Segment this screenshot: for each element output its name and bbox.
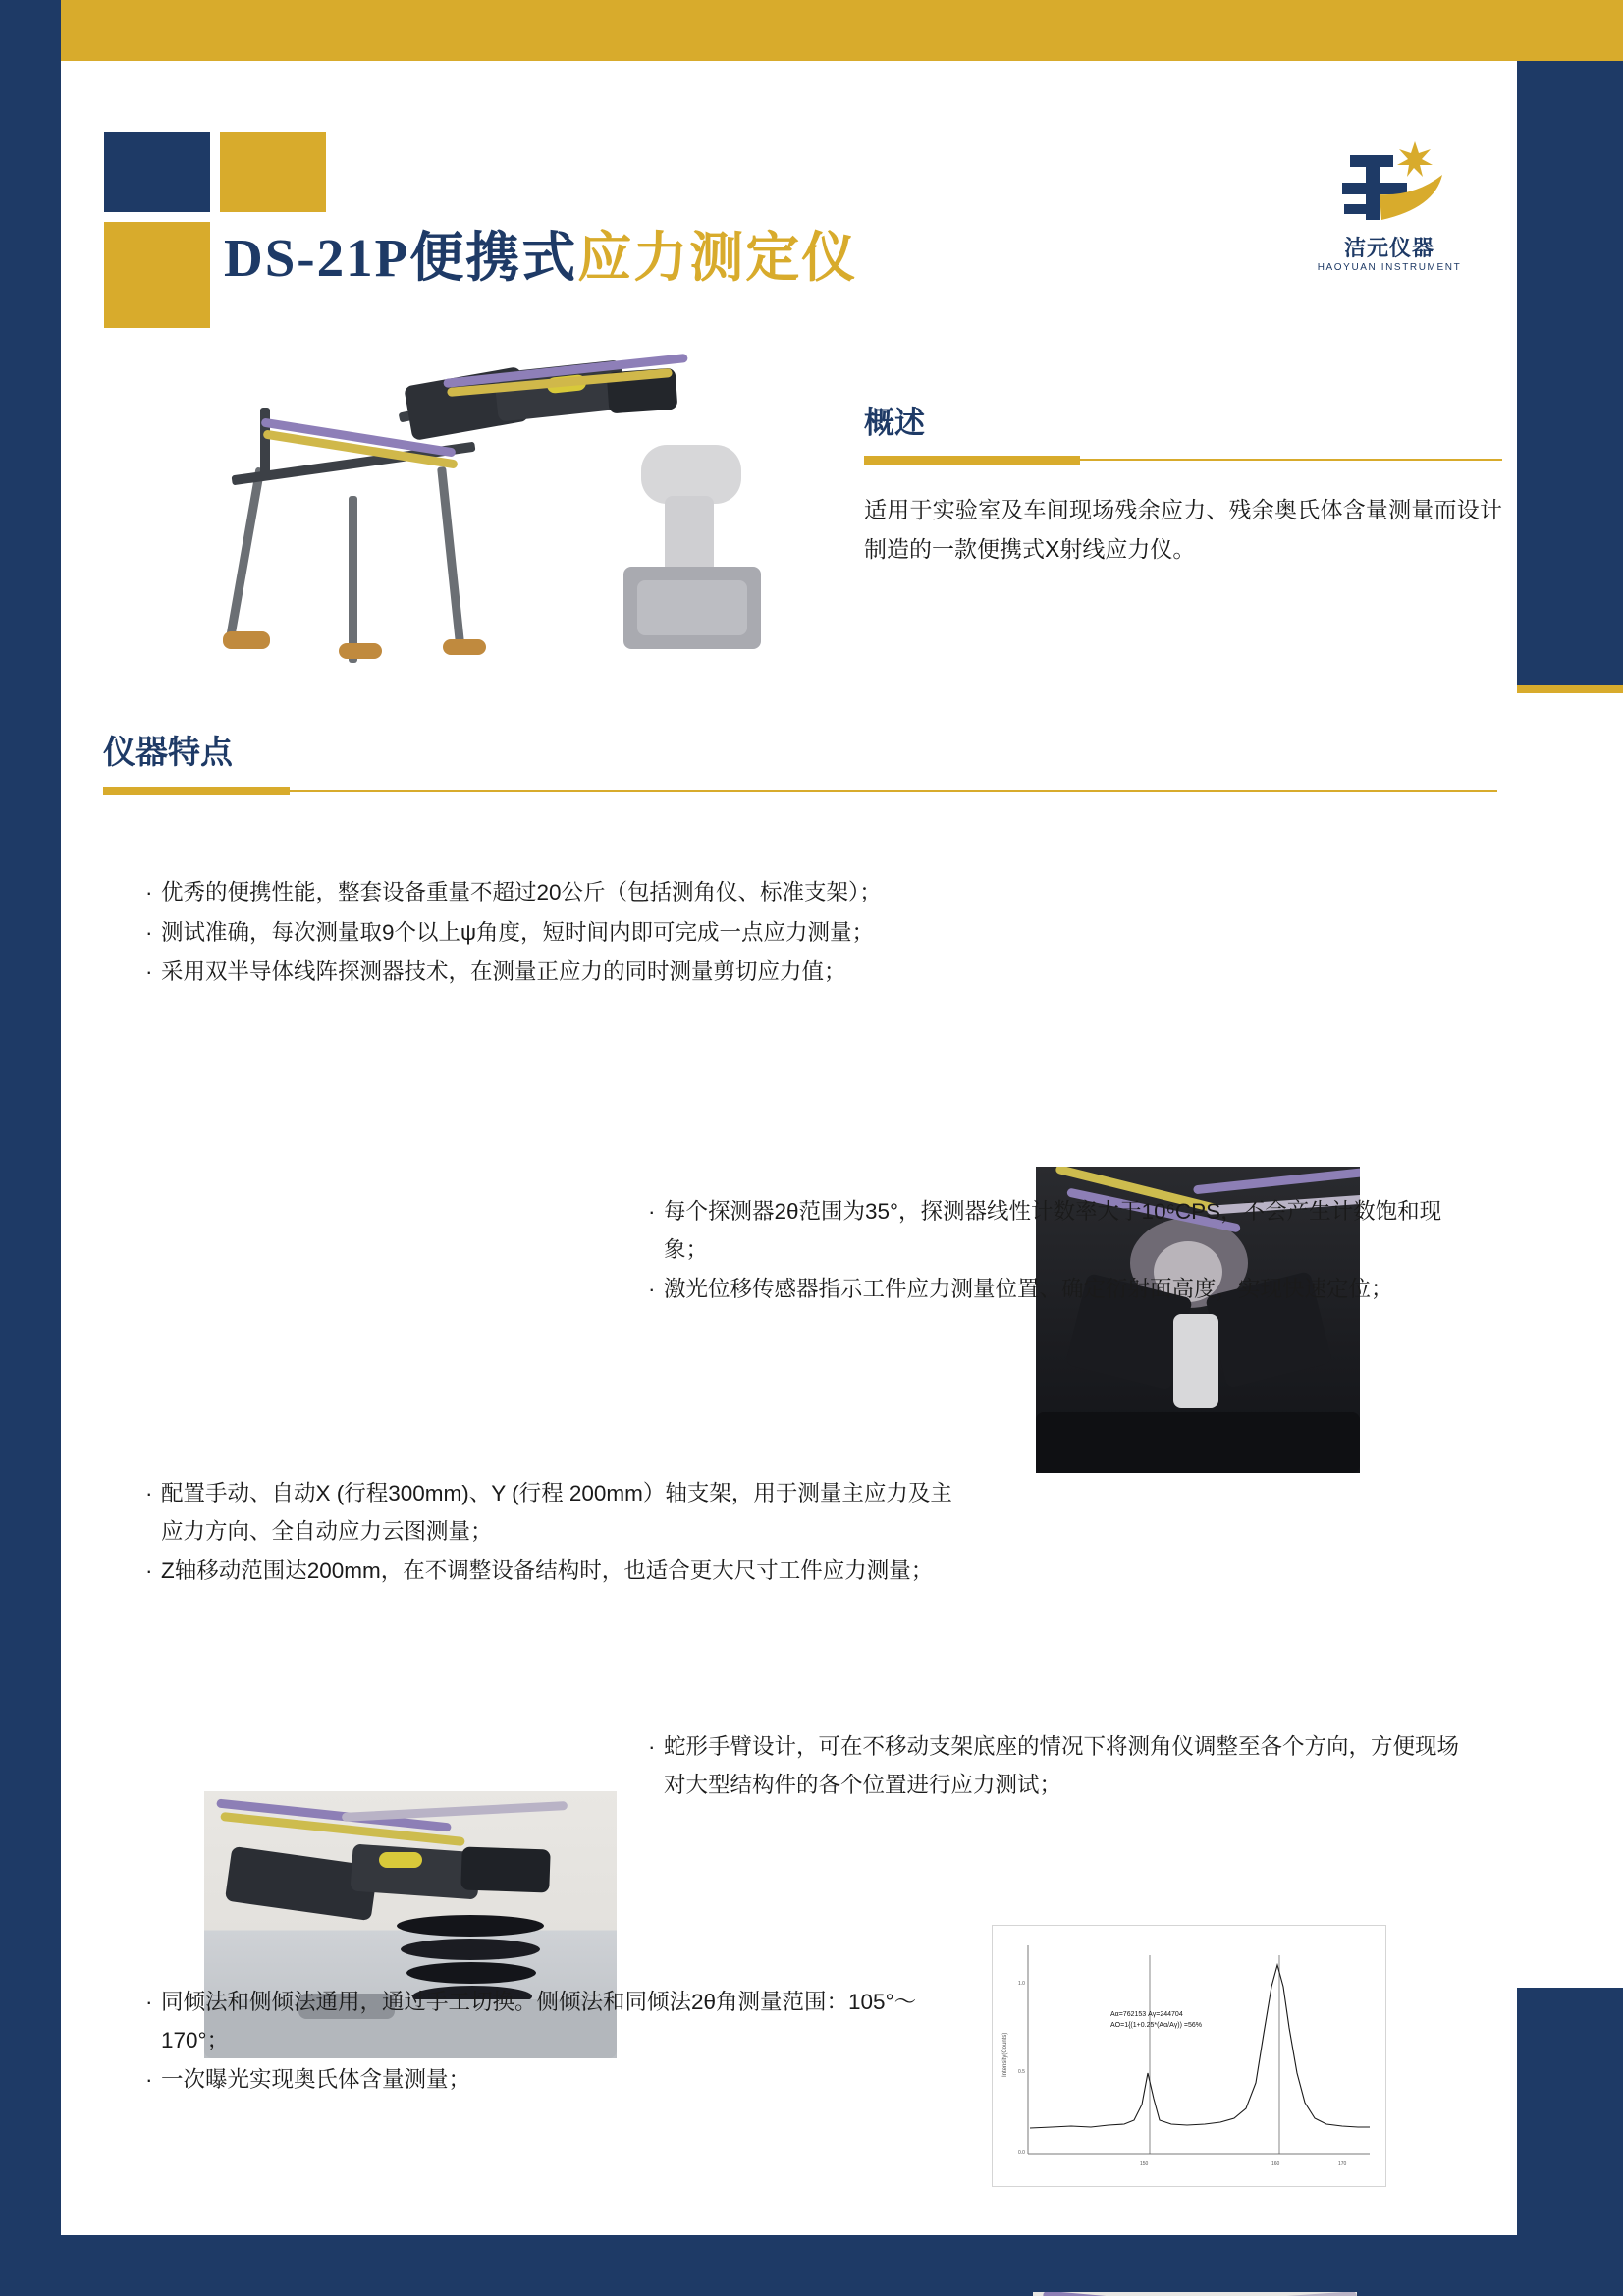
feature-text: 一次曝光实现奥氏体含量测量； (161, 2067, 471, 2093)
feature-text: 蛇形手臂设计，可在不移动支架底座的情况下将测角仪调整至各个方向，方便现场对大型结构件的各个位置进行应力测试； (664, 1734, 1460, 1797)
bullet-dot-icon: · (145, 2067, 153, 2093)
features-heading: 仪器特点 (103, 736, 233, 771)
feature-text: 优秀的便携性能，整套设备重量不超过20公斤（包括测角仪、标准支架）； (161, 880, 882, 904)
list-item (145, 1984, 931, 2059)
feature-group-1 (145, 874, 931, 994)
bullet-dot-icon: · (145, 1558, 153, 1584)
page-title-accent: 应力测定仪 (577, 228, 858, 288)
list-item (145, 874, 931, 912)
right-navy-block-lower (1517, 1988, 1623, 2235)
overview-body: 适用于实验室及车间现场残余应力、残余奥氏体含量测量而设计制造的一款便携式X射线应力仪。 (864, 497, 1502, 563)
list-item (648, 1271, 1453, 1309)
photo-engine-block (1033, 2292, 1357, 2296)
svg-text:160: 160 (1271, 2161, 1280, 2167)
svg-text:0.0: 0.0 (1018, 2150, 1025, 2156)
feature-text: 激光位移传感器指示工件应力测量位置、确定衍射面高度，实现快速定位； (664, 1277, 1393, 1302)
list-item (145, 1475, 970, 1551)
haoyuan-logo-icon (1321, 136, 1458, 230)
feature-text: 配置手动、自动X (行程300mm)、Y (行程 200mm）轴支架，用于测量主应力及主应力方向、全自动应力云图测量； (161, 1481, 952, 1544)
page-title (224, 214, 857, 292)
list-item (145, 954, 931, 992)
list-item (648, 1193, 1453, 1269)
feature-group-5 (145, 1984, 931, 2102)
bullet-dot-icon: · (145, 919, 153, 945)
page-title-main: DS-21P便携式 (224, 228, 578, 288)
feature-text: 测试准确，每次测量取9个以上ψ角度，短时间内即可完成一点应力测量； (161, 919, 875, 945)
header-gold-square-bottom (104, 222, 210, 328)
page-header (98, 118, 1492, 314)
svg-text:Intensity(Counts): Intensity(Counts) (1002, 2032, 1008, 2077)
svg-text:1.0: 1.0 (1018, 1981, 1025, 1987)
top-gold-band (0, 0, 1623, 61)
header-gold-square-top (220, 132, 326, 212)
svg-text:Aα=762153 Aγ=244704: Aα=762153 Aγ=244704 (1110, 2011, 1183, 2018)
chart-svg (993, 1926, 1385, 2186)
feature-group-2 (648, 1193, 1453, 1311)
brand-logo (1296, 136, 1483, 283)
right-navy-block (1517, 61, 1623, 685)
svg-text:170: 170 (1338, 2161, 1347, 2167)
feature-text: Z轴移动范围达200mm，在不调整设备结构时，也适合更大尺寸工件应力测量； (161, 1558, 934, 1584)
feature-text: 采用双半导体线阵探测器技术，在测量正应力的同时测量剪切应力值； (161, 959, 846, 985)
overview-heading: 概述 (864, 406, 925, 440)
feature-text: 每个探测器2θ范围为35°，探测器线性计数率大于10⁶CPS，不会产生计数饱和现象； (664, 1199, 1442, 1262)
hero-photo-goniometer-on-tripod (201, 349, 810, 663)
list-item (145, 2061, 931, 2100)
brand-name-en: HAOYUAN INSTRUMENT (1317, 262, 1462, 273)
bullet-dot-icon: · (648, 1199, 656, 1224)
list-item (145, 1553, 970, 1591)
features-section-header (103, 727, 1497, 795)
bullet-dot-icon: · (648, 1277, 656, 1302)
right-gold-rule (1517, 685, 1623, 693)
svg-text:AO=1{(1+0.25*(Aα/Aγ)) =56%: AO=1{(1+0.25*(Aα/Aγ)) =56% (1110, 2022, 1202, 2029)
list-item (145, 914, 931, 953)
bullet-dot-icon: · (145, 880, 153, 904)
svg-text:150: 150 (1140, 2161, 1149, 2167)
chart-diffraction-peaks (992, 1925, 1386, 2187)
feature-group-3 (145, 1475, 970, 1593)
brand-name-cn: 洁元仪器 (1343, 236, 1434, 260)
bullet-dot-icon: · (145, 1990, 153, 2014)
list-item (648, 1728, 1473, 1804)
bullet-dot-icon: · (648, 1734, 656, 1759)
features-rule (103, 787, 1497, 795)
bullet-dot-icon: · (145, 1481, 153, 1505)
svg-text:0.5: 0.5 (1018, 2069, 1025, 2075)
feature-text: 同倾法和侧倾法通用，通过手工切换。侧倾法和同倾法2θ角测量范围：105°～170°； (161, 1990, 917, 2052)
overview-rule (864, 456, 1502, 465)
left-navy-band (0, 0, 61, 2296)
bullet-dot-icon: · (145, 959, 153, 985)
bottom-navy-band (0, 2235, 1623, 2296)
overview-section (864, 398, 1502, 570)
header-navy-square (104, 132, 210, 212)
feature-group-4 (648, 1728, 1473, 1806)
